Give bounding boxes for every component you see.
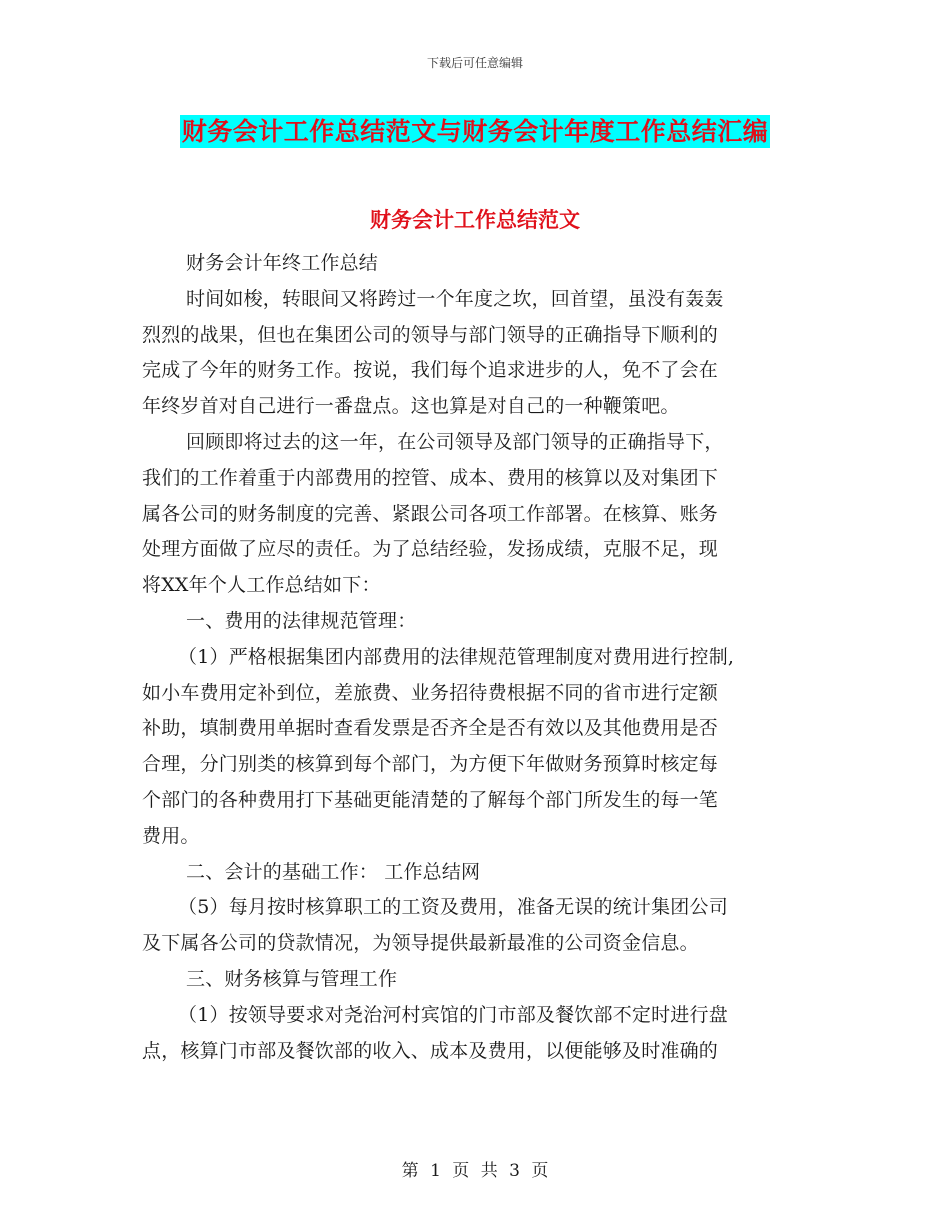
body-line: 时间如梭，转眼间又将跨过一个年度之坎，回首望，虽没有轰轰	[186, 287, 724, 310]
body-line: （5）每月按时核算职工的工资及费用，准备无误的统计集团公司	[178, 896, 728, 919]
body-line: 如小车费用定补到位，差旅费、业务招待费根据不同的省市进行定额	[142, 681, 719, 704]
body-line: 补助，填制费用单据时查看发票是否齐全是否有效以及其他费用是否	[142, 717, 719, 740]
body-line: 完成了今年的财务工作。按说，我们每个追求进步的人，免不了会在	[142, 359, 719, 382]
body-line: （1）严格根据集团内部费用的法律规范管理制度对费用进行控制,	[178, 645, 735, 668]
body-line: 及下属各公司的贷款情况，为领导提供最新最准的公司资金信息。	[142, 932, 699, 955]
body-line: 财务会计年终工作总结	[186, 252, 379, 274]
document-body	[142, 246, 822, 1069]
document-title-text: 财务会计工作总结范文与财务会计年度工作总结汇编	[181, 117, 769, 146]
body-line: 合理，分门别类的核算到每个部门，为方便下年做财务预算时核定每	[142, 753, 719, 776]
body-line: （1）按领导要求对尧治河村宾馆的门市部及餐饮部不定时进行盘	[178, 1003, 728, 1026]
body-line: 一、费用的法律规范管理：	[186, 609, 417, 632]
body-line: 三、财务核算与管理工作	[186, 967, 398, 990]
body-line: 年终岁首对自己进行一番盘点。这也算是对自己的一种鞭策吧。	[142, 395, 680, 418]
body-line: 回顾即将过去的这一年，在公司领导及部门领导的正确指导下，	[186, 430, 724, 453]
body-line: 处理方面做了应尽的责任。为了总结经验，发扬成绩，克服不足，现	[142, 538, 719, 561]
body-line: 个部门的各种费用打下基础更能清楚的了解每个部门所发生的每一笔	[142, 788, 719, 811]
body-line: 将XX年个人工作总结如下：	[142, 574, 381, 597]
page-header-note: 下载后可任意编辑	[426, 56, 523, 70]
section-title: 财务会计工作总结范文	[370, 208, 580, 232]
body-line: 属各公司的财务制度的完善、紧跟公司各项工作部署。在核算、账务	[142, 502, 719, 525]
body-line: 烈烈的战果，但也在集团公司的领导与部门领导的正确指导下顺利的	[142, 323, 719, 346]
body-line: 二、会计的基础工作： 工作总结网	[186, 860, 481, 883]
document-title	[0, 112, 950, 148]
body-line: 点，核算门市部及餐饮部的收入、成本及费用，以便能够及时准确的	[142, 1039, 719, 1062]
body-line: 费用。	[142, 824, 200, 847]
body-line: 我们的工作着重于内部费用的控管、成本、费用的核算以及对集团下	[142, 466, 719, 489]
page-number-footer: 第 1 页 共 3 页	[401, 1161, 549, 1181]
